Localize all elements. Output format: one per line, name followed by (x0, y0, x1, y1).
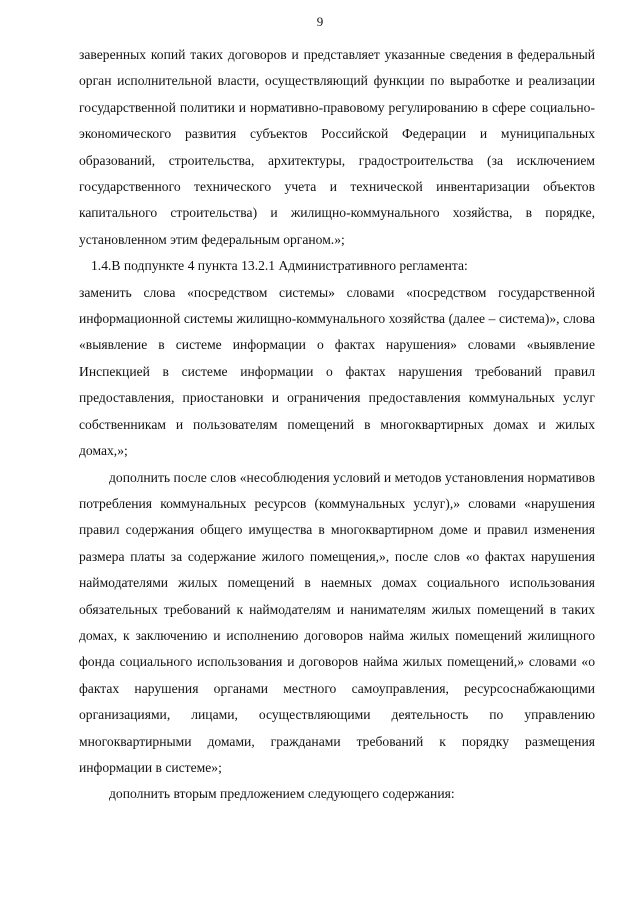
paragraph-replace-words: заменить слова «посредством системы» словами «посредством государственной информационной системы жилищно-коммунального хозяйства (далее – система)», слова «выявление в системе информации о фактах нарушения» словами «выявление Инспекцией в системе информации о фактах нарушения требований правил предоставления, приостановки и ограничения предоставления коммунальных услуг собственникам и пользователям помещений в многоквартирных домах и жилых домах,»; (79, 284, 595, 459)
paragraph-supplement-second-sentence: дополнить вторым предложением следующего содержания: (109, 786, 455, 802)
paragraph-continuation: заверенных копий таких договоров и представляет указанные сведения в федеральный орган исполнительной власти, осуществляющий функции по выработке и реализации государственной политики и нормативно-правовому регулированию в сфере социально-экономического развития субъектов Российской Федерации и муниципальных образований, строительства, архитектуры, градостроительства (за исключением государственного технического учета и технической инвентаризации объектов капитального строительства) и жилищно-коммунального хозяйства, в порядке, установленном этим федеральным органом.»; (79, 47, 595, 247)
paragraph-clause-heading: 1.4.В подпункте 4 пункта 13.2.1 Административного регламента: (91, 258, 468, 274)
paragraph-supplement-after-words: дополнить после слов «несоблюдения условий и методов установления нормативов потребления коммунальных ресурсов (коммунальных услуг),» словами «нарушения правил содержания общего имущества в многоквартирном доме и правил изменения размера платы за содержание жилого помещения,», после слов «о фактах нарушения наймодателями жилых помещений в наемных домах социального использования обязательных требований к наймодателям и нанимателям жилых помещений в таких домах, к заключению и исполнению договоров найма жилых помещений жилищного фонда социального использования и договоров найма жилых помещений,» словами «о фактах нарушения органами местного самоуправления, ресурсоснабжающими организациями, лицами, осуществляющими деятельность по управлению многоквартирными домами, гражданами требований к порядку размещения информации в системе»; (79, 469, 595, 775)
document-body (79, 42, 595, 808)
page-number: 9 (316, 14, 324, 29)
